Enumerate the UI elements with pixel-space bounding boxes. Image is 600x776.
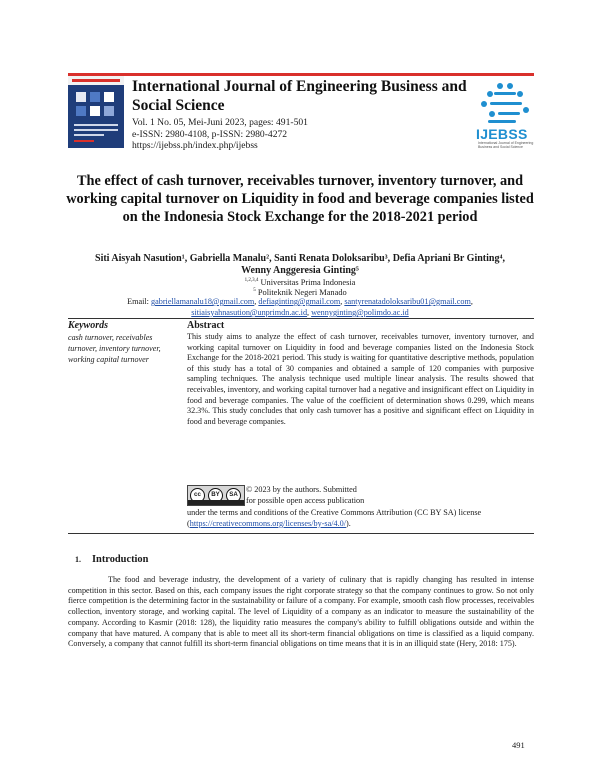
- page-number: 491: [512, 740, 525, 750]
- email-link[interactable]: gabriellamanalu18@gmail.com: [151, 297, 255, 306]
- license-link[interactable]: https://creativecommons.org/licenses/by-sa/4.0/: [189, 518, 347, 528]
- logo-wordmark: IJEBSS: [476, 126, 528, 142]
- header-accent-rule: [68, 73, 534, 76]
- license-line: for possible open access publication: [246, 496, 365, 505]
- email-label: Email:: [127, 297, 151, 306]
- affiliation-sup: 5: [253, 288, 256, 293]
- keywords-heading: Keywords: [68, 320, 108, 331]
- license-line: under the terms and conditions of the Creative Commons Attribution (CC BY SA) license (: [187, 508, 482, 528]
- section-title: Introduction: [92, 554, 149, 565]
- email-link[interactable]: defiaginting@gmail.com: [258, 297, 341, 306]
- email-link[interactable]: santyrenatadoloksaribu01@gmail.com: [344, 297, 471, 306]
- license-terms: [187, 508, 534, 529]
- email-link[interactable]: wennyginting@polimdo.ac.id: [311, 308, 409, 317]
- introduction-paragraph: The food and beverage industry, the development of a variety of culinary that is rapidly changing has resulted in intense competition in this sector. Based on this, each company issues the right corporate strategy so that the company continues to grow. So not only fierce competition is the determining factor in the sustainability or failure of a company. For example, smooth cash flow processes, receivables collection, inventory storage, and working capital. The level of Liquidity of a company as an indicator to measure the sustainability of the company. According to Kasmir (2018: 128), the liquidity ratio measures the company's ability to fulfill obligations outside and within the company that have matured. A company that is able to meet all its short-term financial obligations on time is classified as a liquid company. Conversely, a company that cannot fulfill its short-term financial obligations on time means that it is in an illiquid state (Hery, 2018: 175).: [68, 575, 534, 649]
- paper-title: The effect of cash turnover, receivables turnover, inventory turnover, and working capital turnover on Liquidity in food and beverage companies listed on the Indonesia Stock Exchange for the 2018-2021 period: [66, 173, 534, 225]
- sa-icon: SA: [226, 488, 241, 503]
- journal-issn: e-ISSN: 2980-4108, p-ISSN: 2980-4272: [132, 128, 288, 140]
- journal-meta: [132, 117, 452, 152]
- license-line: © 2023 by the authors. Submitted: [246, 485, 357, 494]
- author-list: [80, 253, 520, 277]
- author-name: Santi Renata Doloksaribu³,: [274, 253, 393, 264]
- affiliation-sup: 1,2,3,4: [244, 278, 259, 283]
- cc-by-sa-license-icon[interactable]: [187, 485, 245, 506]
- journal-title: International Journal of Engineering Business and Social Science: [132, 78, 467, 114]
- affiliation-name: Universitas Prima Indonesia: [260, 277, 356, 287]
- author-name: Siti Aisyah Nasution¹,: [95, 253, 190, 264]
- logo-subtitle: International Journal of Engineering Business and Social Science: [478, 141, 534, 149]
- author-emails: Email: gabriellamanalu18@gmail.com, defiaginting@gmail.com, santyrenatadoloksaribu01@gmail.com, sitiaisyahnasution@unprimdn.ac.id, wennyginting@polimdo.ac.id: [127, 297, 473, 317]
- email-link[interactable]: sitiaisyahnasution@unprimdn.ac.id: [191, 308, 308, 317]
- author-name: Wenny Anggeresia Ginting⁵: [241, 265, 359, 276]
- author-name: Defia Apriani Br Ginting⁴,: [392, 253, 505, 264]
- cc-icon: cc: [190, 488, 205, 503]
- section-heading: [75, 554, 148, 565]
- author-name: Gabriella Manalu²,: [189, 253, 275, 264]
- abstract-text: This study aims to analyze the effect of cash turnover, receivables turnover, inventory turnover, and working capital turnover on Liquidity in food and beverage companies listed on the Indonesia Stock Exchange for the 2018-2021 period. This study is waiting for quantitative descriptive methods, population of this study has a total of 30 companies and obtained a sample of 120 companies with purposive sampling techniques. The analysis technique used multiple linear analysis. The results showed that receivables, inventory, and working capital turnover had a negative and insignificant effect on Liquidity in food and beverage companies. The value of the coefficient of determination shows 0.299, which means 32.3%. This study concludes that only cash turnover has a positive and significant effect on Liquidity in food and beverage companies.: [187, 332, 534, 426]
- by-icon: BY: [208, 488, 223, 503]
- section-divider: [68, 533, 534, 534]
- abstract-heading: Abstract: [187, 320, 225, 331]
- affiliation-name: Politeknik Negeri Manado: [257, 287, 347, 297]
- journal-volume: Vol. 1 No. 05, Mei-Juni 2023, pages: 491-501: [132, 117, 308, 128]
- section-number: 1.: [75, 555, 81, 564]
- section-divider: [68, 318, 534, 319]
- journal-cover-thumbnail: [68, 76, 124, 148]
- journal-url[interactable]: https://ijebss.ph/index.php/ijebss: [132, 140, 258, 151]
- license-line-end: ).: [346, 518, 351, 528]
- keywords-text: cash turnover, receivables turnover, inventory turnover, working capital turnover: [68, 333, 161, 364]
